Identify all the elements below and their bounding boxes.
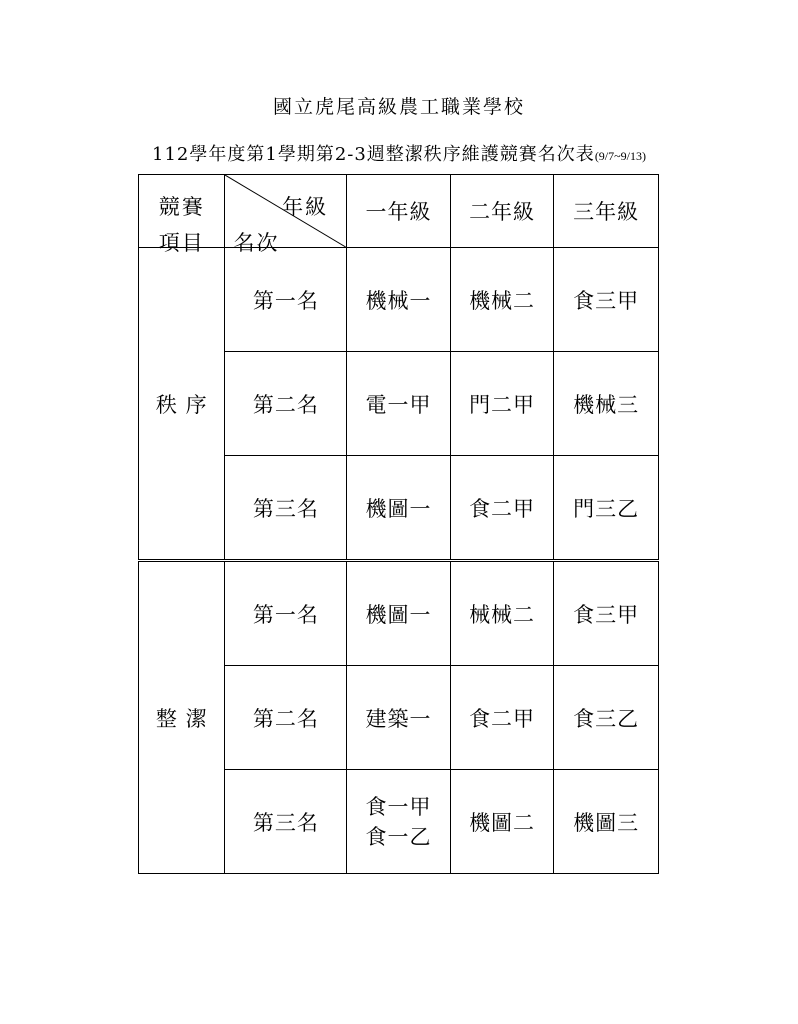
header-item-top: 競賽 — [158, 195, 205, 219]
rank-cell: 第三名 — [225, 770, 347, 874]
rank-cell: 第三名 — [225, 456, 347, 561]
table-title-main: 112學年度第1學期第2-3週整潔秩序維護競賽名次表 — [152, 144, 595, 165]
grade1-cell-line2: 食一乙 — [365, 824, 432, 849]
header-item-cell — [139, 175, 225, 255]
rank-cell: 第一名 — [225, 561, 347, 666]
grade1-cell: 電一甲 — [347, 352, 451, 456]
grade1-cell: 機械一 — [347, 248, 451, 352]
table-row — [139, 561, 659, 666]
school-name: 國立虎尾高級農工職業學校 — [272, 96, 525, 118]
grade2-cell: 門二甲 — [450, 352, 554, 456]
grade2-cell: 機械二 — [450, 248, 554, 352]
header-grade-2: 二年級 — [450, 175, 554, 248]
grade2-cell: 械械二 — [450, 561, 554, 666]
grade3-cell: 機械三 — [554, 352, 659, 456]
grade1-cell: 機圖一 — [347, 561, 451, 666]
table-row — [139, 248, 659, 352]
grade2-cell: 食二甲 — [450, 456, 554, 561]
rank-cell: 第一名 — [225, 248, 347, 352]
group-cleanliness-label: 整 潔 — [139, 561, 225, 874]
grade1-cell: 機圖一 — [347, 456, 451, 561]
header-grade-1: 一年級 — [347, 175, 451, 248]
header-diagonal-cell — [225, 175, 347, 255]
rank-cell: 第二名 — [225, 352, 347, 456]
grade3-cell: 食三甲 — [554, 248, 659, 352]
header-row — [139, 175, 659, 248]
group-order-label: 秩 序 — [139, 248, 225, 561]
ranking-table — [138, 174, 659, 874]
header-grade-label: 年級 — [282, 195, 329, 219]
grade3-cell: 食三乙 — [554, 666, 659, 770]
grade1-cell-line1: 食一甲 — [365, 794, 432, 819]
header-grade-3: 三年級 — [554, 175, 659, 248]
header-item-bottom: 項目 — [158, 231, 205, 255]
grade3-cell: 食三甲 — [554, 561, 659, 666]
table-title-dates: (9/7~9/13) — [594, 149, 646, 163]
grade2-cell: 機圖二 — [450, 770, 554, 874]
grade3-cell: 門三乙 — [554, 456, 659, 561]
grade3-cell: 機圖三 — [554, 770, 659, 874]
header-rank-label: 名次 — [233, 231, 280, 255]
grade1-cell: 建築一 — [347, 666, 451, 770]
grade1-cell — [347, 770, 451, 874]
rank-cell: 第二名 — [225, 666, 347, 770]
grade2-cell: 食二甲 — [450, 666, 554, 770]
table-title — [0, 140, 798, 166]
